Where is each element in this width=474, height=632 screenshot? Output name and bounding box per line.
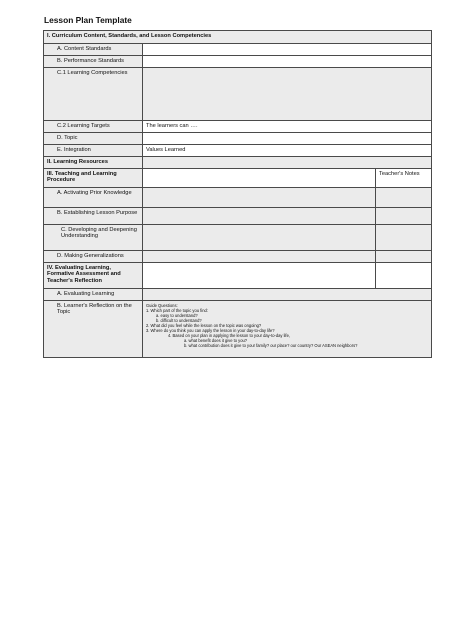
guide-question-3: 3. Where do you think you can apply the lesson in your day-to-day life? [146, 328, 275, 333]
establishing-label: B. Establishing Lesson Purpose [44, 208, 143, 225]
section-3-row [44, 169, 432, 188]
performance-standards-row [44, 56, 432, 68]
evaluating-cell[interactable] [143, 289, 432, 301]
topic-cell[interactable] [143, 133, 432, 145]
evaluating-notes-header-cell[interactable] [376, 263, 432, 289]
evaluating-header-cell[interactable] [143, 263, 376, 289]
activating-notes-cell[interactable] [376, 188, 432, 208]
learning-competencies-cell[interactable] [143, 68, 432, 121]
content-standards-cell[interactable] [143, 44, 432, 56]
guide-question-4: 4. Based on your plan in applying the lesson to your day-to-day life, [168, 333, 290, 338]
lesson-plan-table [43, 30, 432, 358]
activating-label: A. Activating Prior Knowledge [44, 188, 143, 208]
learning-targets-label: C.2 Learning Targets [44, 121, 143, 133]
activating-cell[interactable] [143, 188, 376, 208]
reflection-row [44, 301, 432, 358]
document-title: Lesson Plan Template [44, 15, 132, 25]
reflection-label: B. Learner's Reflection on the Topic [44, 301, 143, 358]
section-1-header: I. Curriculum Content, Standards, and Lesson Competencies [44, 31, 432, 44]
developing-row [44, 225, 432, 251]
developing-cell[interactable] [143, 225, 376, 251]
learning-resources-cell[interactable] [143, 157, 432, 169]
guide-questions-cell[interactable] [143, 301, 432, 358]
guide-question-4b: b. what contribution does it give to your family? our place? our country? Our ASEAN neighbors? [184, 343, 358, 348]
learning-targets-row [44, 121, 432, 133]
guide-question-1: 1. Which part of the topic you find: [146, 308, 208, 313]
performance-standards-label: B. Performance Standards [44, 56, 143, 68]
generalizations-notes-cell[interactable] [376, 251, 432, 263]
guide-question-1b: b. difficult to understand? [156, 318, 202, 323]
generalizations-row [44, 251, 432, 263]
teachers-notes-header: Teacher's Notes [376, 169, 432, 188]
learning-targets-cell[interactable]: The learners can …. [143, 121, 432, 133]
generalizations-label: D. Making Generalizations [44, 251, 143, 263]
evaluating-label: A. Evaluating Learning [44, 289, 143, 301]
activating-row [44, 188, 432, 208]
establishing-cell[interactable] [143, 208, 376, 225]
section-4-row [44, 263, 432, 289]
learning-competencies-text: C.1 Learning Competencies [57, 69, 128, 76]
guide-question-4a: a. what benefit does it give to you? [184, 338, 248, 343]
developing-notes-cell[interactable] [376, 225, 432, 251]
procedure-cell[interactable] [143, 169, 376, 188]
guide-question-2: 2. What did you feel while the lesson on the topic was ongoing? [146, 323, 262, 328]
guide-question-1a: a. easy to understand? [156, 313, 198, 318]
section-2-header: II. Learning Resources [44, 157, 143, 169]
section-4-header: IV. Evaluating Learning, Formative Assessment and Teacher's Reflection [44, 263, 143, 289]
learning-competencies-label [44, 68, 143, 121]
integration-label: E. Integration [44, 145, 143, 157]
integration-cell[interactable]: Values Learned [143, 145, 432, 157]
establishing-row [44, 208, 432, 225]
topic-label: D. Topic [44, 133, 143, 145]
section-2-row [44, 157, 432, 169]
content-standards-row [44, 44, 432, 56]
developing-label: C. Developing and Deepening Understanding [44, 225, 143, 251]
establishing-notes-cell[interactable] [376, 208, 432, 225]
evaluating-row [44, 289, 432, 301]
topic-row [44, 133, 432, 145]
performance-standards-cell[interactable] [143, 56, 432, 68]
generalizations-cell[interactable] [143, 251, 376, 263]
content-standards-label: A. Content Standards [44, 44, 143, 56]
guide-heading: Guide Questions: [146, 303, 178, 308]
integration-row [44, 145, 432, 157]
learning-competencies-row [44, 68, 432, 121]
section-3-header: III. Teaching and Learning Procedure [44, 169, 143, 188]
section-1-row [44, 31, 432, 44]
